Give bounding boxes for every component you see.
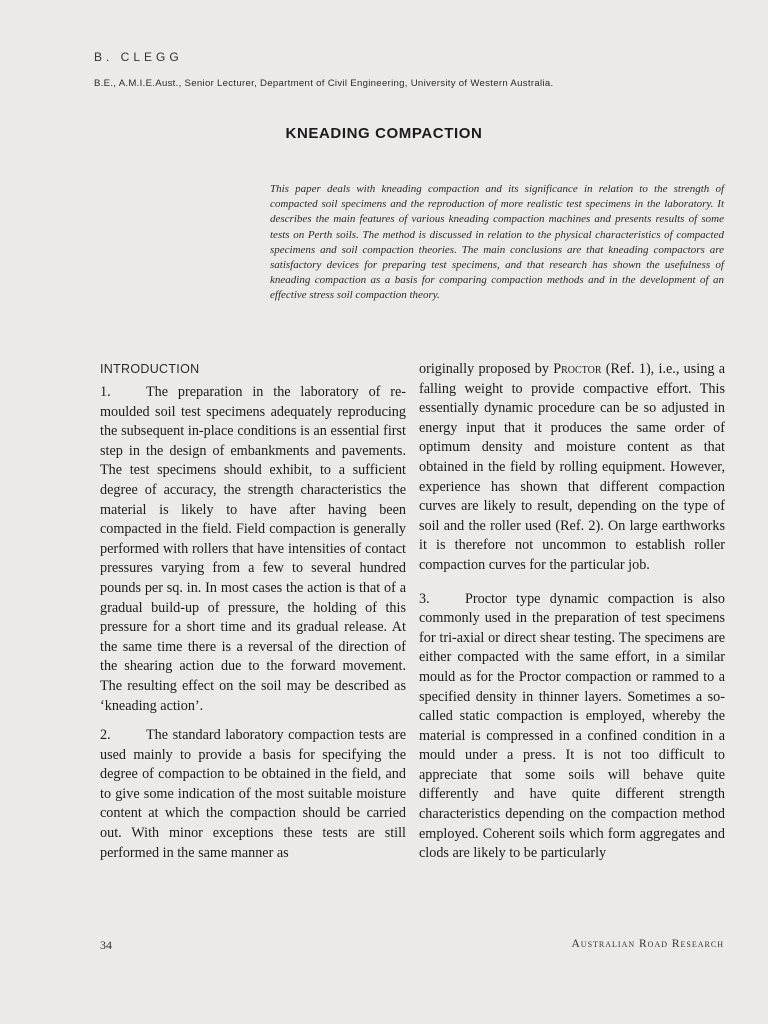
section-heading-introduction: INTRODUCTION — [100, 362, 200, 376]
paragraph-text: (Ref. 1), i.e., using a falling weight to provide compactive effort. This essentially dynamic procedure can be so adjusted in energy input that it produces the same order of optimum density and moisture content as that obtained in the field by rolling equipment. However, experience has shown that different compaction curves are likely to result, depending on the type of soil and the roller used (Ref. 2). On large earthworks it is therefore not uncommon to establish roller compaction curves for the particular job. — [419, 361, 725, 573]
author-affiliation: B.E., A.M.I.E.Aust., Senior Lecturer, Department of Civil Engineering, University of Western Australia. — [94, 78, 554, 89]
paragraph-text: The standard laboratory compaction tests are used mainly to provide a basis for specifying the degree of compaction to be obtained in the field, and to give some indication of the most suitable moisture content at which the compaction should be carried out. With minor exceptions these tests are still performed in the same manner as — [100, 727, 406, 861]
journal-name: Australian Road Research — [571, 938, 724, 950]
cited-author: Proctor — [553, 361, 602, 377]
page-number: 34 — [100, 938, 112, 952]
paragraph-2 — [100, 726, 406, 863]
paragraph-text: The preparation in the laboratory of re-moulded soil test specimens adequately reproducing the subsequent in-place conditions is an essential first step in the design of embankments and pavements. The test specimens should exhibit, to a sufficient degree of accuracy, the strength characteristics the material is likely to have after having been compacted in the field. Field compaction is generally performed with rollers that have intensities of contact pressures varying from a few to several hundred pounds per sq. in. In most cases the action is that of a gradual build-up of pressure, the holding of this pressure for a short time and its gradual release. At the same time there is a reversal of the direction of the shearing action due to the forward movement. The resulting effect on the soil may be described as ‘kneading action’. — [100, 384, 406, 714]
body-column-left — [100, 360, 406, 873]
paragraph-2-continued — [419, 360, 725, 576]
body-column-right — [419, 360, 725, 874]
paragraph-number: 2. — [100, 727, 111, 744]
author-name: B. CLEGG — [94, 50, 183, 64]
paragraph-text: Proctor type dynamic compaction is also commonly used in the preparation of test specimens for tri-axial or direct shear testing. The specimens are either compacted with the same effort, in a similar mould as for the Proctor compaction or rammed to a specified density in thinner layers. Sometimes a so-called static compaction is employed, whereby the material is compressed in a confined condition in a mould under a press. It is not too difficult to appreciate that some soils will behave quite differently and have quite different strength characteristics depending on the compaction method employed. Coherent soils which form aggregates and clods are likely to be particularly — [419, 590, 725, 862]
paragraph-1 — [100, 383, 406, 716]
paragraph-number: 1. — [100, 384, 111, 400]
paragraph-3 — [419, 590, 725, 864]
paragraph-text: originally proposed by — [419, 361, 554, 377]
paragraph-number: 3. — [419, 590, 430, 607]
abstract: This paper deals with kneading compaction and its significance in relation to the strength of compacted soil specimens and the reproduction of more realistic test specimens in the laboratory. It describes the main features of various kneading compaction machines and presents results of some tests on Perth soils. The method is discussed in relation to the physical characteristics of compacted specimens and soil compaction theories. The main conclusions are that kneading compactors are satisfactory devices for preparing test specimens, and that research has shown the usefulness of kneading compaction as a basis for comparing compaction methods and in the development of an effective stress soil compaction theory. — [270, 183, 724, 302]
paper-title: KNEADING COMPACTION — [285, 125, 483, 142]
